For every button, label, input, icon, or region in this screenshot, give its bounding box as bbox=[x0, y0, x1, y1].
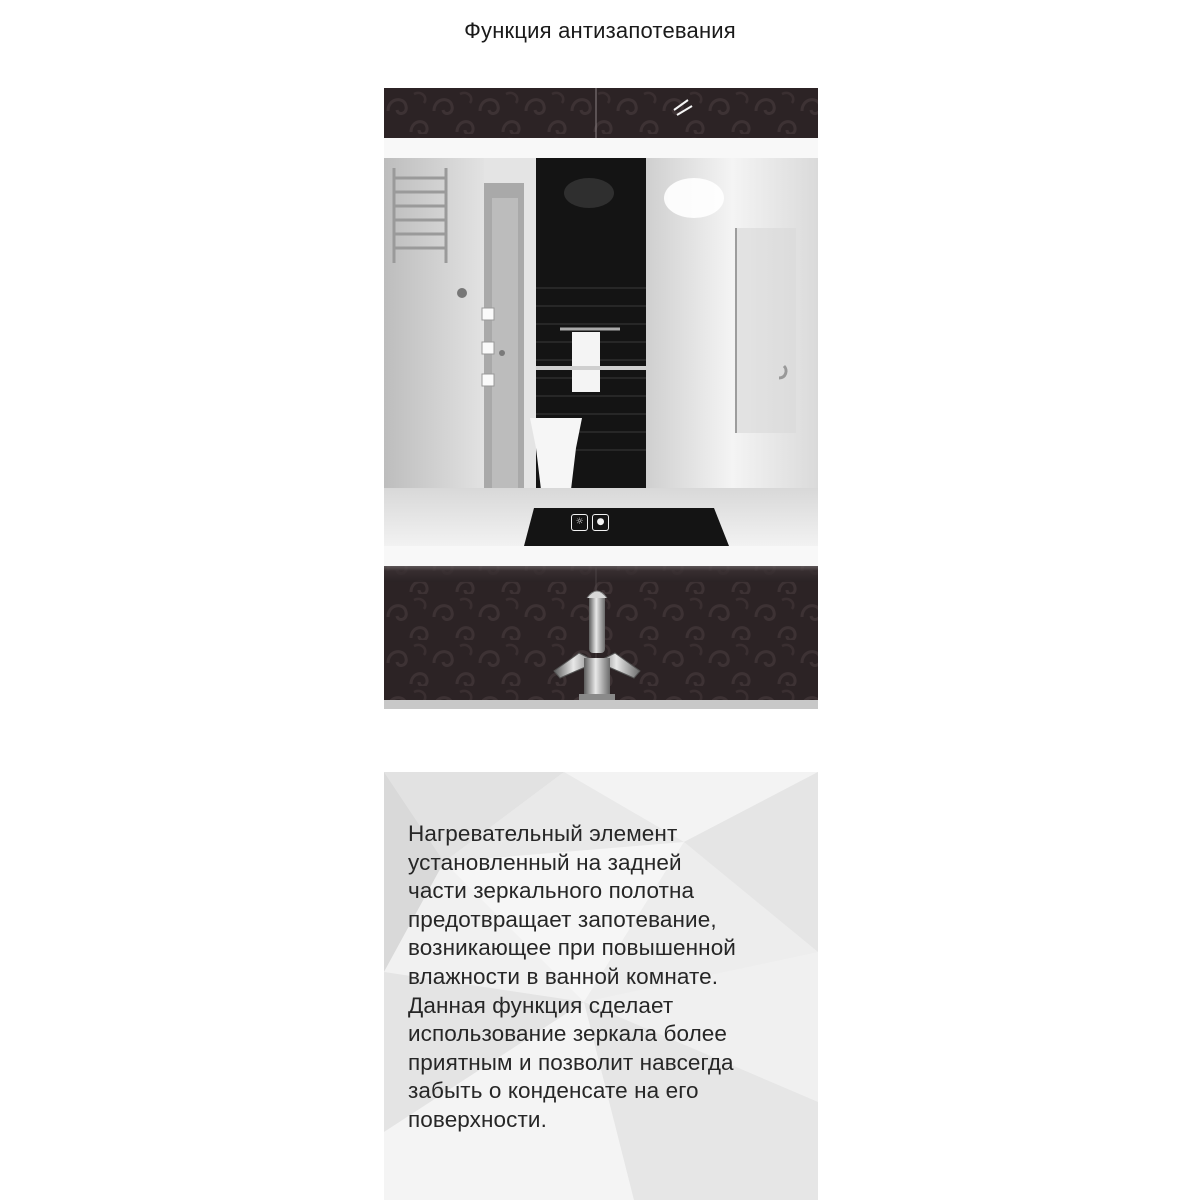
mirror-photo bbox=[384, 88, 818, 709]
mirror-touch-controls bbox=[571, 514, 609, 531]
bathroom-scene bbox=[384, 88, 818, 709]
antifog-icon[interactable]: ● bbox=[592, 514, 609, 531]
light-icon[interactable]: ☼ bbox=[571, 514, 588, 531]
feature-description: Нагревательный элемент установленный на задней части зеркального полотна предотвращает запотевание, возникающее при повышенной влажности в ванной комнате. Данная функция сделает использование зеркала более приятным и позволит навсегда забыть о конденсате на его поверхности. bbox=[408, 821, 736, 1132]
mirror-reflection bbox=[384, 158, 818, 546]
page-title: Функция антизапотевания bbox=[464, 18, 736, 43]
info-panel bbox=[384, 772, 818, 1200]
